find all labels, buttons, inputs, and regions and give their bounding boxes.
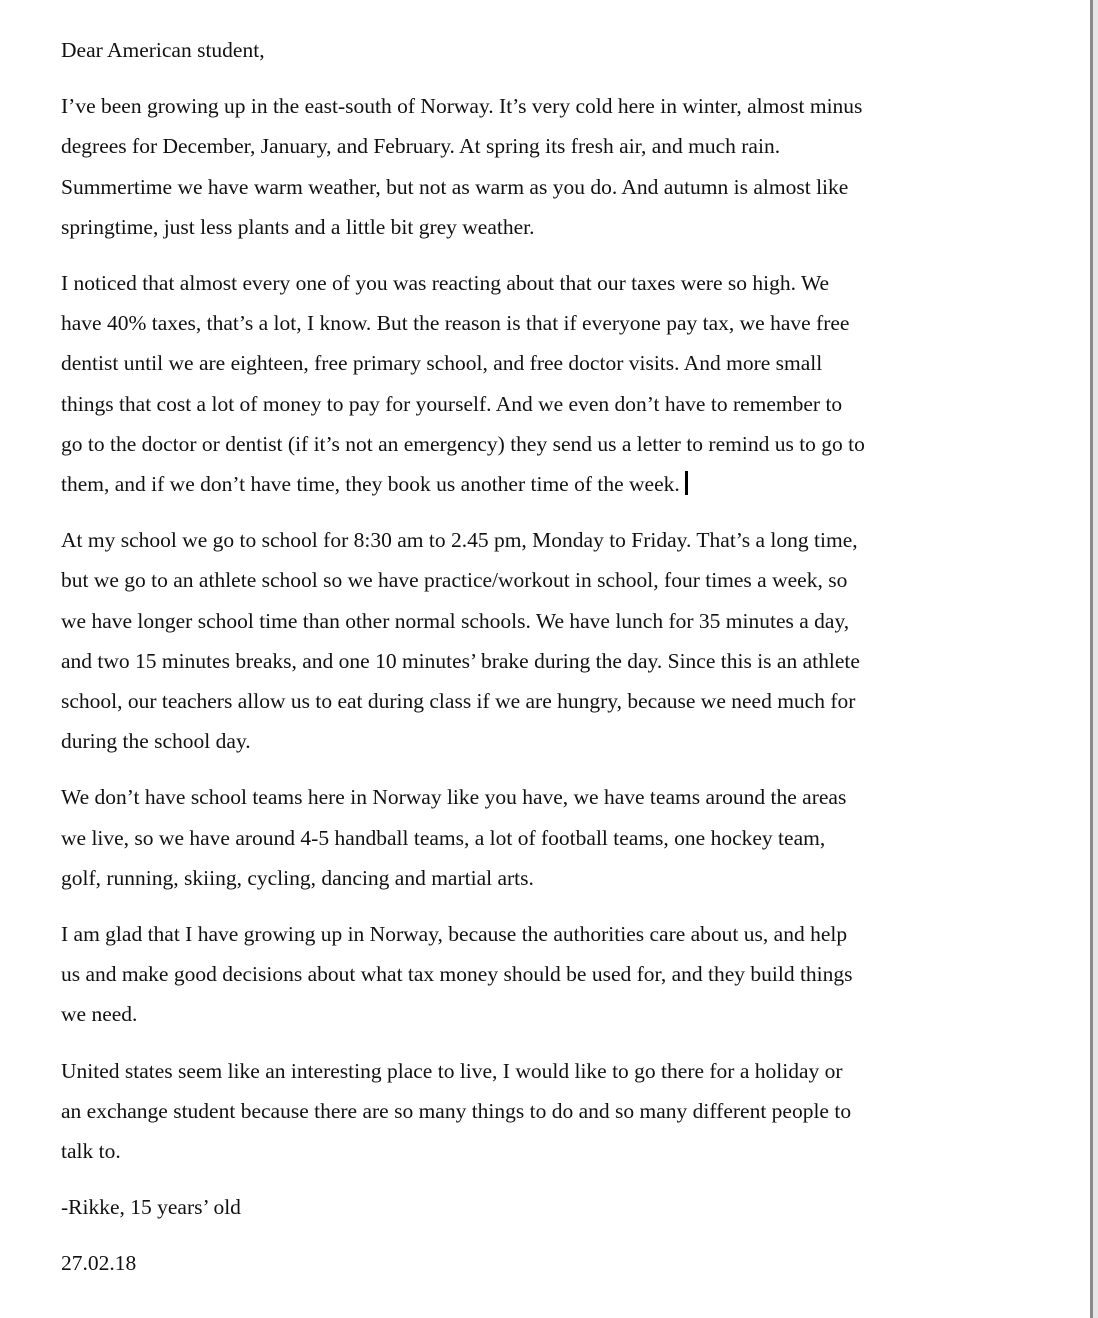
paragraph-climate [61, 86, 951, 247]
text-line: have 40% taxes, that’s a lot, I know. But the reason is that if everyone pay tax, we have free [61, 311, 850, 336]
text-line: springtime, just less plants and a little bit grey weather. [61, 214, 535, 239]
text-line: and two 15 minutes breaks, and one 10 minutes’ brake during the day. Since this is an athlete [61, 648, 860, 673]
text-line: we live, so we have around 4-5 handball teams, a lot of football teams, one hockey team, [61, 825, 826, 850]
signature [61, 1187, 951, 1227]
text-line: degrees for December, January, and February. At spring its fresh air, and much rain. [61, 134, 781, 159]
text-line: United states seem like an interesting place to live, I would like to go there for a holiday or [61, 1058, 843, 1083]
paragraph-united-states [61, 1051, 951, 1172]
paragraph-growing-up [61, 914, 951, 1035]
text-line: I’ve been growing up in the east-south of Norway. It’s very cold here in winter, almost minus [61, 94, 863, 119]
paragraph-taxes [61, 263, 951, 504]
text-line: talk to. [61, 1139, 121, 1164]
paragraph-sports-teams [61, 777, 951, 898]
greeting-line: Dear American student, [61, 38, 265, 62]
text-line: them, and if we don’t have time, they book us another time of the week. [61, 472, 680, 497]
text-line: we have longer school time than other normal schools. We have lunch for 35 minutes a day, [61, 608, 850, 633]
text-line: but we go to an athlete school so we have practice/workout in school, four times a week, so [61, 568, 848, 593]
text-line: At my school we go to school for 8:30 am to 2.45 pm, Monday to Friday. That’s a long time, [61, 528, 858, 553]
page-edge-background [1093, 0, 1098, 1318]
text-line: golf, running, skiing, cycling, dancing and martial arts. [61, 865, 534, 890]
text-line: things that cost a lot of money to pay for yourself. And we even don’t have to remember to [61, 391, 843, 416]
text-line: go to the doctor or dentist (if it’s not an emergency) they send us a letter to remind us to go to [61, 431, 865, 456]
date [61, 1243, 951, 1283]
text-line: I am glad that I have growing up in Norway, because the authorities care about us, and help [61, 922, 848, 947]
letter-body[interactable] [61, 30, 951, 1300]
signature-line: -Rikke, 15 years’ old [61, 1195, 241, 1220]
text-line: I noticed that almost every one of you was reacting about that our taxes were so high. We [61, 271, 830, 296]
text-line: we need. [61, 1002, 138, 1027]
text-line: We don’t have school teams here in Norway like you have, we have teams around the areas [61, 785, 847, 810]
text-line-with-caret [61, 464, 951, 504]
text-line: Summertime we have warm weather, but not as warm as you do. And autumn is almost like [61, 174, 849, 199]
text-line: dentist until we are eighteen, free primary school, and free doctor visits. And more small [61, 351, 823, 376]
text-line: during the school day. [61, 729, 251, 754]
text-line: us and make good decisions about what tax money should be used for, and they build things [61, 962, 853, 987]
text-line: an exchange student because there are so many things to do and so many different people to [61, 1098, 852, 1123]
text-cursor [685, 471, 688, 495]
text-line: school, our teachers allow us to eat during class if we are hungry, because we need much for [61, 689, 856, 714]
paragraph-school-day [61, 520, 951, 761]
date-line: 27.02.18 [61, 1251, 137, 1276]
greeting [61, 30, 951, 70]
